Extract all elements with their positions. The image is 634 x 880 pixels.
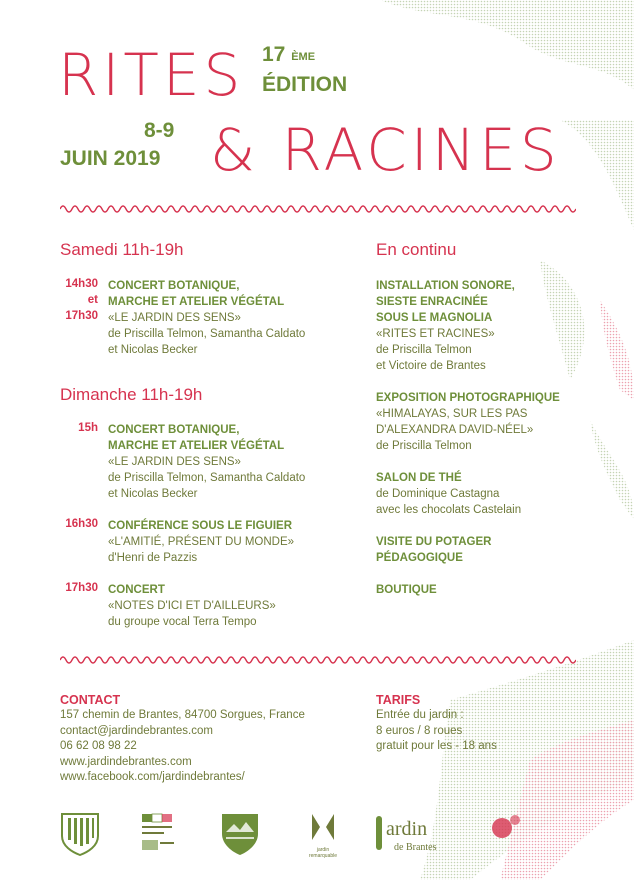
jardin-de-brantes-logo: [376, 812, 456, 856]
contact-phone: 06 62 08 98 22: [60, 740, 137, 752]
item-detail-line: de Priscilla Telmon: [376, 344, 472, 356]
event-detail-line: de Priscilla Telmon, Samantha Caldato: [108, 472, 306, 484]
event-detail-line: et Nicolas Becker: [108, 344, 198, 356]
contact-website[interactable]: www.jardindebrantes.com: [60, 755, 192, 768]
logo-text-ardin: ardin: [386, 818, 428, 840]
saturday-time-b: 17h30: [65, 310, 98, 322]
tarifs-line: 8 euros / 8 roues: [376, 724, 463, 737]
event-detail-line: du groupe vocal Terra Tempo: [108, 616, 257, 628]
dates-month: JUIN 2019: [60, 147, 161, 170]
item-detail-line: de Priscilla Telmon: [376, 440, 472, 452]
event-title-line: CONCERT: [108, 584, 165, 596]
jardin-remarquable-icon: [310, 812, 336, 842]
wave-divider-top: [60, 202, 576, 216]
event-detail-line: et Nicolas Becker: [108, 488, 198, 500]
item-detail-line: D'ALEXANDRA DAVID-NÉEL»: [376, 424, 534, 436]
item-title-line: SIESTE ENRACINÉE: [376, 296, 488, 308]
item-title-line: VISITE DU POTAGER: [376, 536, 492, 548]
sunday-event: [108, 582, 276, 630]
item-detail-line: «HIMALAYAS, SUR LES PAS: [376, 408, 528, 420]
item-detail-line: «RITES ET RACINES»: [376, 328, 495, 340]
event-detail-line: «NOTES D'ICI ET D'AILLEURS»: [108, 600, 276, 612]
saturday-time-a: 14h30: [65, 278, 98, 290]
edition-number-value: 17: [262, 43, 286, 66]
sunday-event: [108, 518, 294, 566]
ministry-logo: [140, 812, 180, 856]
event-detail-line: de Priscilla Telmon, Samantha Caldato: [108, 328, 306, 340]
edition-superscript: ÈME: [291, 51, 316, 63]
continuous-item: [376, 390, 560, 454]
saturday-heading: Samedi 11h-19h: [60, 240, 184, 259]
tarifs-line: gratuit pour les - 18 ans: [376, 740, 497, 752]
wave-divider-bottom: [60, 653, 576, 667]
event-title-line: MARCHE ET ATELIER VÉGÉTAL: [108, 440, 285, 452]
item-title-line: SALON DE THÉ: [376, 472, 462, 484]
contact-heading: CONTACT: [60, 693, 121, 707]
edition-number: [262, 42, 315, 68]
item-detail-line: de Dominique Castagna: [376, 488, 500, 500]
continuous-heading: En continu: [376, 240, 457, 259]
event-detail-line: «LE JARDIN DES SENS»: [108, 312, 241, 324]
event-title-line: CONCERT BOTANIQUE,: [108, 424, 240, 436]
tarifs-block: [376, 693, 497, 755]
title-rites: RITES: [58, 41, 245, 109]
continuous-item: [376, 470, 521, 518]
logo-text-brantes: de Brantes: [394, 842, 437, 853]
logo-mark: [376, 816, 382, 850]
item-title-line: BOUTIQUE: [376, 584, 437, 596]
dates-days: 8-9: [144, 119, 175, 142]
contact-address: 157 chemin de Brantes, 84700 Sorgues, France: [60, 709, 305, 721]
event-title-line: CONFÉRENCE SOUS LE FIGUIER: [108, 520, 293, 532]
item-detail-line: et Victoire de Brantes: [376, 360, 486, 372]
shield-landscape-logo: [220, 812, 260, 856]
coat-of-arms-logo: [60, 812, 100, 856]
tarifs-heading: TARIFS: [376, 693, 421, 707]
tarifs-line: Entrée du jardin :: [376, 709, 464, 721]
event-detail-line: «LE JARDIN DES SENS»: [108, 456, 241, 468]
continuous-item: [376, 534, 491, 566]
jardin-remarquable-label: jardin remarquable: [308, 847, 338, 859]
event-title-line: CONCERT BOTANIQUE,: [108, 280, 240, 292]
edition-label: ÉDITION: [262, 73, 348, 96]
event-detail-line: d'Henri de Pazzis: [108, 552, 198, 564]
sunday-event-time: 17h30: [65, 582, 98, 594]
title-racines: & RACINES: [210, 116, 561, 184]
item-title-line: PÉDAGOGIQUE: [376, 552, 463, 564]
event-detail-line: «L'AMITIÉ, PRÉSENT DU MONDE»: [108, 536, 295, 548]
item-title-line: SOUS LE MAGNOLIA: [376, 312, 493, 324]
item-title-line: EXPOSITION PHOTOGRAPHIQUE: [376, 392, 560, 404]
contact-facebook[interactable]: www.facebook.com/jardindebrantes/: [60, 771, 245, 783]
contact-email[interactable]: contact@jardindebrantes.com: [60, 724, 213, 737]
item-title-line: INSTALLATION SONORE,: [376, 280, 515, 292]
continuous-item: [376, 582, 437, 598]
item-detail-line: avec les chocolats Castelain: [376, 504, 522, 516]
saturday-time-and: et: [87, 294, 98, 306]
sunday-event-time: 16h30: [65, 518, 98, 530]
saturday-event: [108, 278, 305, 358]
contact-block: [60, 693, 305, 786]
event-title-line: MARCHE ET ATELIER VÉGÉTAL: [108, 296, 285, 308]
continuous-item: [376, 278, 515, 374]
sunday-event: [108, 422, 305, 502]
jardin-remarquable-logo: [303, 812, 343, 859]
sunday-event-time: 15h: [78, 422, 98, 434]
sunday-heading: Dimanche 11h-19h: [60, 385, 203, 404]
